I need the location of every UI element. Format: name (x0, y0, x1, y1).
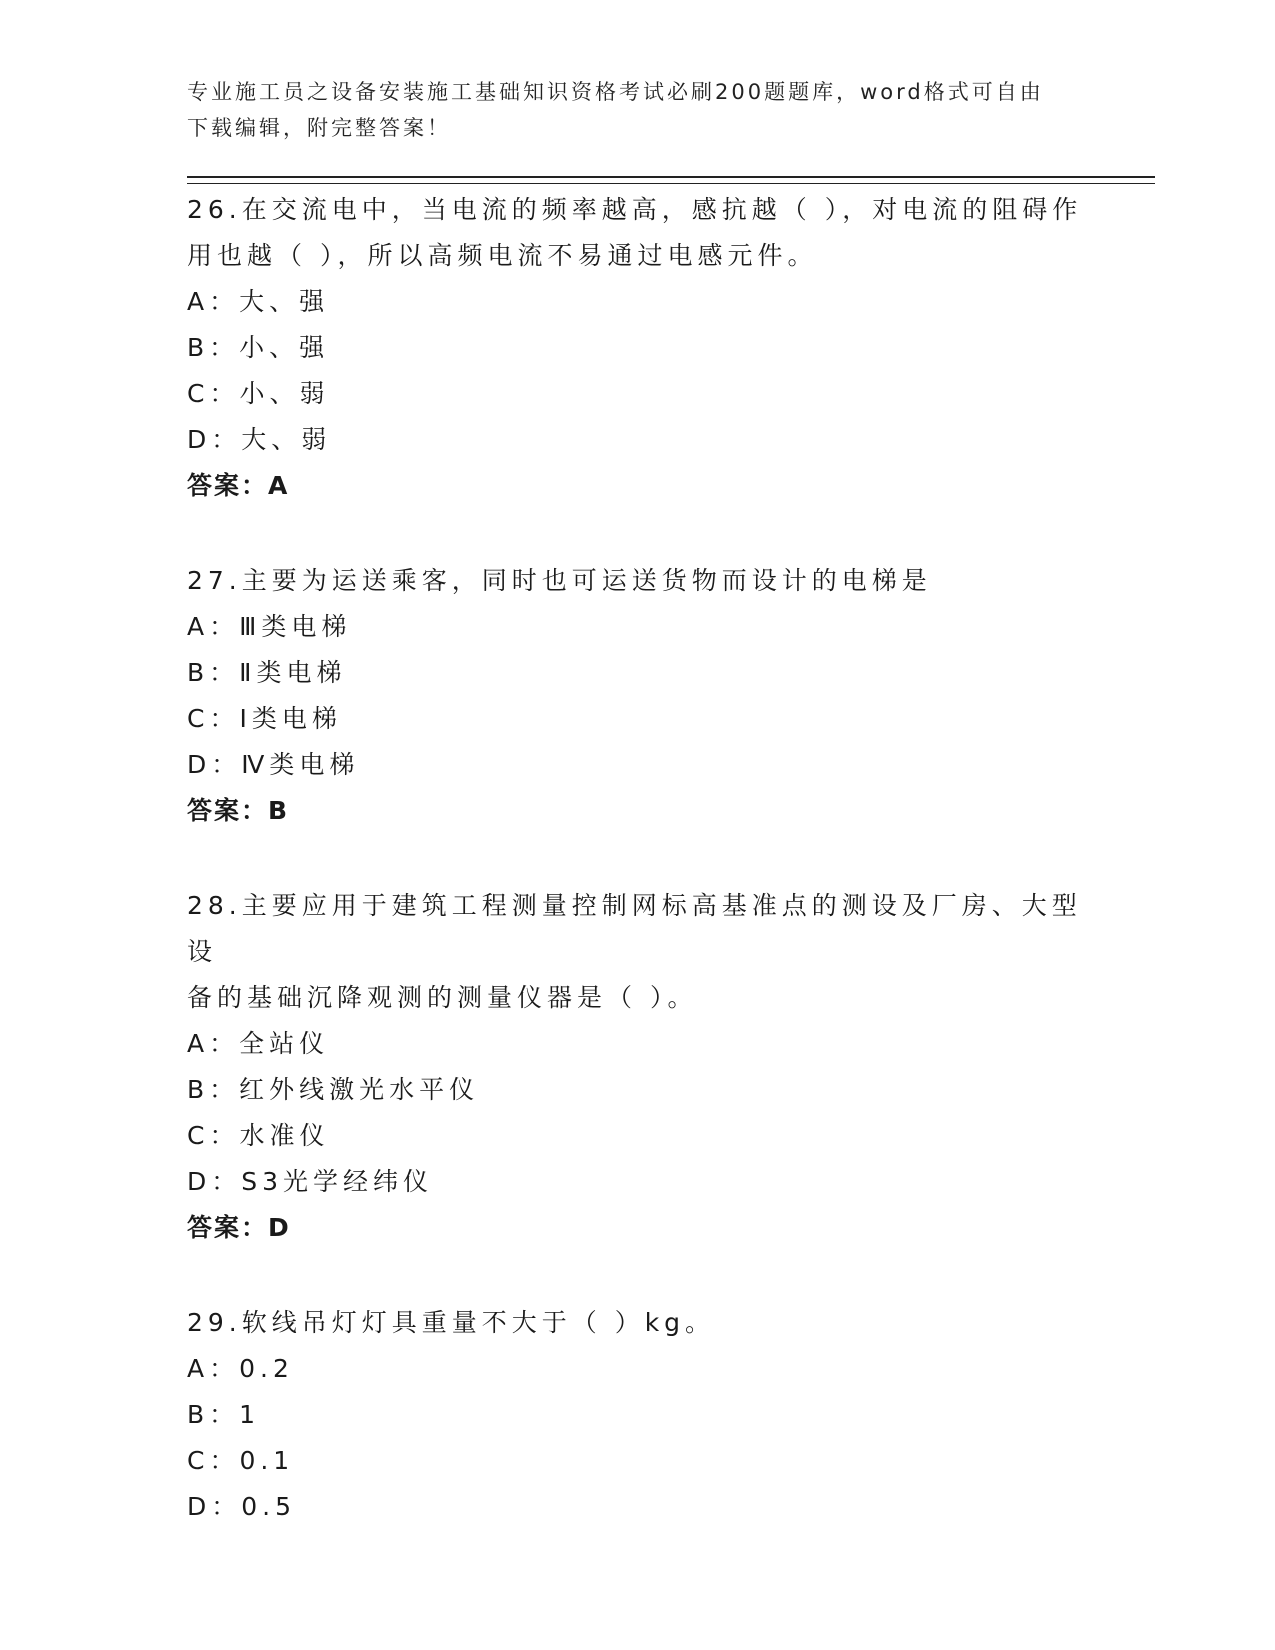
question-stem-line: 29.软线吊灯灯具重量不大于（ ）kg。 (187, 1308, 716, 1337)
option-list (187, 1021, 1087, 1205)
question-stem-line: 用也越（ ），所以高频电流不易通过电感元件。 (187, 241, 818, 270)
question-stem-line: 27.主要为运送乘客，同时也可运送货物而设计的电梯是 (187, 566, 932, 595)
option-a: A：Ⅲ类电梯 (187, 612, 352, 641)
header-line-1: 专业施工员之设备安装施工基础知识资格考试必刷200题题库，word格式可自由 (187, 80, 1044, 104)
question-29 (187, 1300, 1087, 1530)
option-list (187, 604, 1087, 788)
answer-line: 答案：B (187, 796, 290, 825)
question-27 (187, 558, 1087, 834)
option-a: A：0.2 (187, 1354, 294, 1383)
option-b: B：红外线激光水平仪 (187, 1075, 480, 1104)
option-d: D：0.5 (187, 1492, 297, 1521)
header-line-2: 下载编辑，附完整答案！ (187, 116, 451, 140)
header-divider-thick (187, 176, 1155, 178)
option-d: D：S3光学经纬仪 (187, 1167, 434, 1196)
question-28 (187, 883, 1087, 1251)
option-d: D：大、弱 (187, 425, 332, 454)
option-list (187, 1346, 1087, 1530)
option-list (187, 279, 1087, 463)
question-stem-line: 28.主要应用于建筑工程测量控制网标高基准点的测设及厂房、大型设 (187, 891, 1082, 966)
option-c: C：小、弱 (187, 379, 330, 408)
answer-line: 答案：A (187, 471, 290, 500)
option-b: B：1 (187, 1400, 261, 1429)
option-c: C：Ⅰ类电梯 (187, 704, 342, 733)
header-divider-thin (187, 183, 1155, 184)
option-b: B：Ⅱ类电梯 (187, 658, 347, 687)
question-list (187, 187, 1087, 1579)
answer-line: 答案：D (187, 1213, 291, 1242)
question-stem-line: 备的基础沉降观测的测量仪器是（ ）。 (187, 983, 698, 1012)
question-26 (187, 187, 1087, 509)
option-d: D：Ⅳ类电梯 (187, 750, 360, 779)
document-header (187, 74, 1067, 146)
option-a: A：全站仪 (187, 1029, 330, 1058)
question-stem-line: 26.在交流电中，当电流的频率越高，感抗越（ ），对电流的阻碍作 (187, 195, 1083, 224)
option-b: B：小、强 (187, 333, 330, 362)
option-c: C：水准仪 (187, 1121, 330, 1150)
option-a: A：大、强 (187, 287, 330, 316)
option-c: C：0.1 (187, 1446, 295, 1475)
